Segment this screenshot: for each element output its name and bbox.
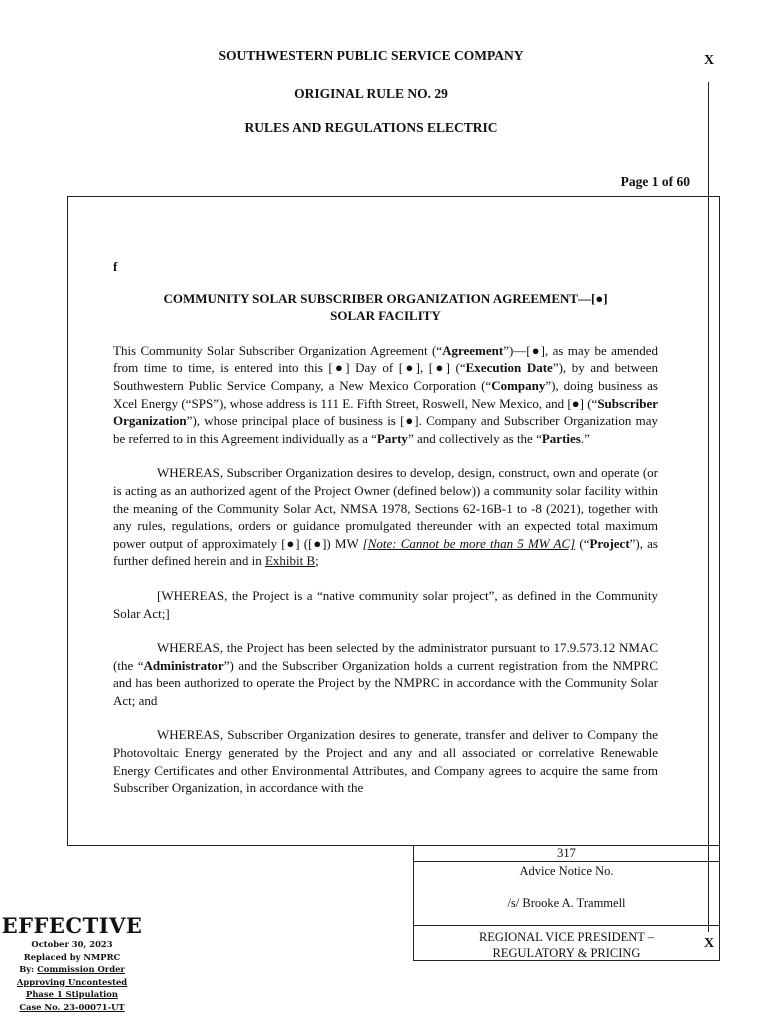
box-top-rule [67, 196, 720, 197]
commission-order-line: By: Commission Order [19, 964, 125, 974]
change-mark-top: X [704, 53, 715, 68]
page-number: Page 1 of 60 [620, 174, 690, 189]
stipulation-line: Phase 1 Stipulation [26, 989, 118, 999]
effective-stamp [0, 913, 144, 1013]
capacity-note: [Note: Cannot be more than 5 MW AC] [362, 535, 576, 551]
signature: /s/ Brooke A. Trammell [507, 896, 626, 910]
advice-number-rule [413, 861, 720, 862]
agreement-body [113, 258, 658, 814]
stray-mark: f [113, 259, 118, 274]
rule-number: ORIGINAL RULE NO. 29 [294, 86, 448, 101]
agreement-title-line2: SOLAR FACILITY [330, 308, 441, 324]
whereas-paragraph-2: [WHEREAS, the Project is a “native community solar project”, as defined in the Community Solar Act;] [113, 587, 658, 621]
box-left-rule [67, 196, 68, 846]
effective-date: October 30, 2023 [31, 939, 113, 949]
change-mark-bottom: X [704, 936, 715, 951]
advice-notice-label: Advice Notice No. [519, 864, 614, 878]
whereas-paragraph-1: WHEREAS, Subscriber Organization desires to develop, design, construct, own and operate (or is acting as an authorized agent of the Project Owner (defined below)) a community solar facility within the meaning of the Community Solar Act, NMSA 1978, Sections 62-16B-1 to -8 (2021), together with any rules, regulations, orders or guidance promulgated thereunder with an expected total maximum power output of approximately [●] ([●]) MW [Note: Cannot be more than 5 MW AC] (“Project”), as further defined herein and in Exhibit B; [113, 465, 658, 569]
exhibit-b-reference: Exhibit B [264, 553, 316, 569]
advice-signer-rule [413, 925, 720, 926]
case-number: Case No. 23-00071-UT [19, 1001, 125, 1012]
whereas-paragraph-3: WHEREAS, the Project has been selected by the administrator pursuant to 17.9.573.12 NMAC (the “Administrator”) and the Subscriber Organization holds a current registration from the NMPRC and has been authorized to operate the Project by the NMPRC in accordance with the Community Solar Act; and [113, 640, 659, 708]
replaced-by: Replaced by NMPRC [23, 951, 121, 962]
signer-title-line2: REGULATORY & PRICING [492, 946, 641, 960]
commission-order-link[interactable]: Commission Order [37, 964, 125, 974]
section-title: RULES AND REGULATIONS ELECTRIC [244, 120, 498, 135]
agreement-title-line1: COMMUNITY SOLAR SUBSCRIBER ORGANIZATION AGREEMENT—[●] [163, 290, 608, 306]
company-name: SOUTHWESTERN PUBLIC SERVICE COMPANY [218, 48, 524, 63]
advice-notice-number: 317 [557, 846, 576, 860]
effective-stamp-title: EFFECTIVE [1, 913, 143, 938]
signer-title-line1: REGIONAL VICE PRESIDENT – [478, 930, 655, 944]
whereas-paragraph-4: WHEREAS, Subscriber Organization desires to generate, transfer and deliver to Company the Photovoltaic Energy generated by the Project and any and all associated or correlative Renewable Energy Certificates and other Environmental Attributes, and Company agrees to acquire the same from Subscriber Organization, in accordance with the [113, 727, 658, 796]
intro-paragraph: This Community Solar Subscriber Organization Agreement (“Agreement”)—[●], as may be amended from time to time, is entered into this [●] Day of [●], [●] (“Execution Date”), by and between Southwestern Public Service Company, a New Mexico Corporation (“Company”), doing business as Xcel Energy (“SPS”), whose address is 111 E. Fifth Street, Roswell, New Mexico, and [●] (“Subscriber Organization”), whose principal place of business is [●]. Company and Subscriber Organization may be referred to in this Agreement individually as a “Party” and collectively as the “Parties.” [113, 342, 659, 446]
approving-line: Approving Uncontested [16, 976, 128, 987]
right-margin-rule [708, 82, 709, 932]
agreement-title [113, 290, 658, 325]
